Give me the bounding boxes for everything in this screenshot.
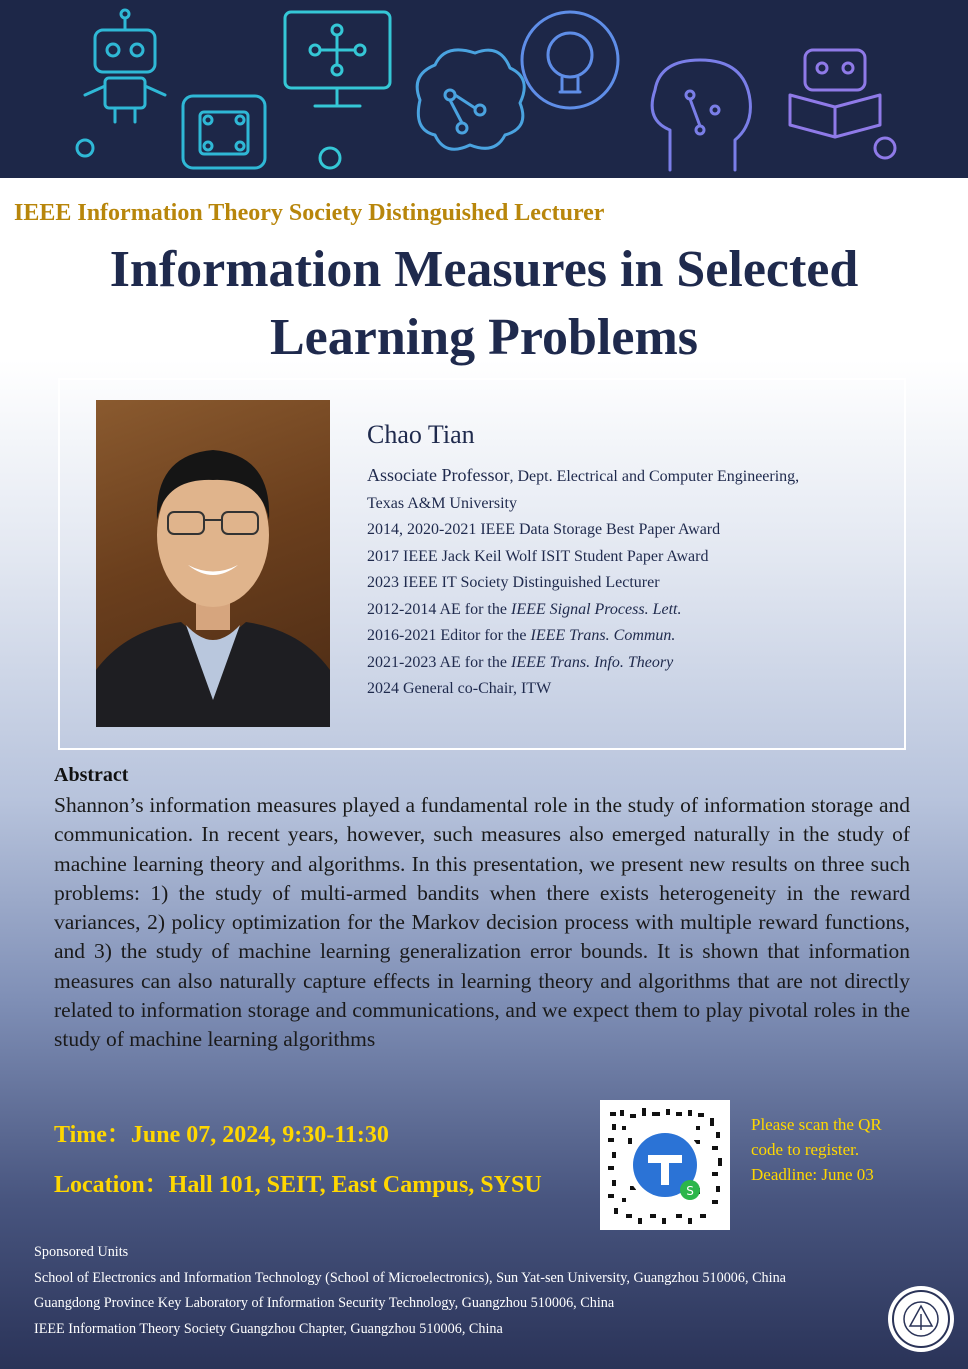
university-seal-icon [886,1284,956,1354]
title-line-1: Information Measures in Selected [109,241,859,298]
robot-icon [85,10,165,122]
registration-note-line: code to register. [751,1140,860,1159]
speaker-title: Associate Professor [367,465,510,485]
bio-line: 2014, 2020-2021 IEEE Data Storage Best Paper Award [367,521,721,538]
robot-reading-icon [790,50,880,137]
svg-text:S: S [686,1184,694,1198]
abstract-text: Shannon’s information measures played a fundamental role in the study of information storage and communication. In recent years, however, such measures also emerged naturally in the study of machine learning theory and algorithms. In this presentation, we present new results on three such problems: 1) the study of multi-armed bandits when there exists heterogeneity in the reward variances, 2) policy optimization for the Markov decision process with multiple reward functions, and 3) the study of machine learning generalization error bounds. It is shown that information measures can also naturally capture effects in learning theory and algorithms that are not directly related to information storage and communications, and we expect them to play pivotal roles in the study of machine learning algorithms [54,793,910,1052]
sponsors-section [34,1240,786,1342]
dot-icon [875,138,895,158]
sponsors-heading: Sponsored Units [34,1244,129,1260]
bio-line: 2012-2014 AE for the IEEE Signal Process. Lett. [367,600,682,618]
head-circuit-icon [652,60,750,170]
bio-line: 2017 IEEE Jack Keil Wolf ISIT Student Paper Award [367,547,709,565]
speaker-name: Chao Tian [367,420,475,449]
lightbulb-gear-icon [522,12,618,108]
society-label: IEEE Information Theory Society Distinguished Lecturer [14,200,605,226]
sponsor-line: IEEE Information Theory Society Guangzhou Chapter, Guangzhou 510006, China [34,1320,503,1337]
speaker-university: Texas A&M University [367,494,517,512]
bio-line: 2016-2021 Editor for the IEEE Trans. Commun. [367,627,676,644]
abstract-heading: Abstract [54,764,129,786]
monitor-network-icon [285,12,390,106]
sponsor-line: School of Electronics and Information Technology (School of Microelectronics), Sun Yat-sen University, Guangzhou 510006, China [34,1269,786,1286]
bio-line: 2021-2023 AE for the IEEE Trans. Info. Theory [367,653,674,671]
registration-qr-code[interactable] [600,1100,730,1230]
brain-icon [417,50,524,149]
sponsor-line: Guangdong Province Key Laboratory of Information Security Technology, Guangzhou 510006, China [34,1295,615,1311]
speaker-photo [96,400,330,727]
speaker-bio [367,462,907,703]
talk-title [0,236,968,372]
dot-icon [77,140,93,156]
event-time: Time：June 07, 2024, 9:30-11:30 [54,1122,389,1148]
chip-icon [183,96,265,168]
bio-line: 2024 General co-Chair, ITW [367,680,552,697]
registration-note [751,1112,931,1187]
bio-position [367,462,907,491]
title-line-2: Learning Problems [269,309,699,366]
dot-icon [320,148,340,168]
header-banner [0,0,968,178]
registration-note-line: Please scan the QR [751,1115,882,1134]
speaker-dept: , Dept. Electrical and Computer Engineering, [509,468,800,485]
bio-line: 2023 IEEE IT Society Distinguished Lecturer [367,574,660,591]
registration-deadline: Deadline: June 03 [751,1165,874,1184]
event-location: Location：Hall 101, SEIT, East Campus, SYSU [54,1172,542,1198]
